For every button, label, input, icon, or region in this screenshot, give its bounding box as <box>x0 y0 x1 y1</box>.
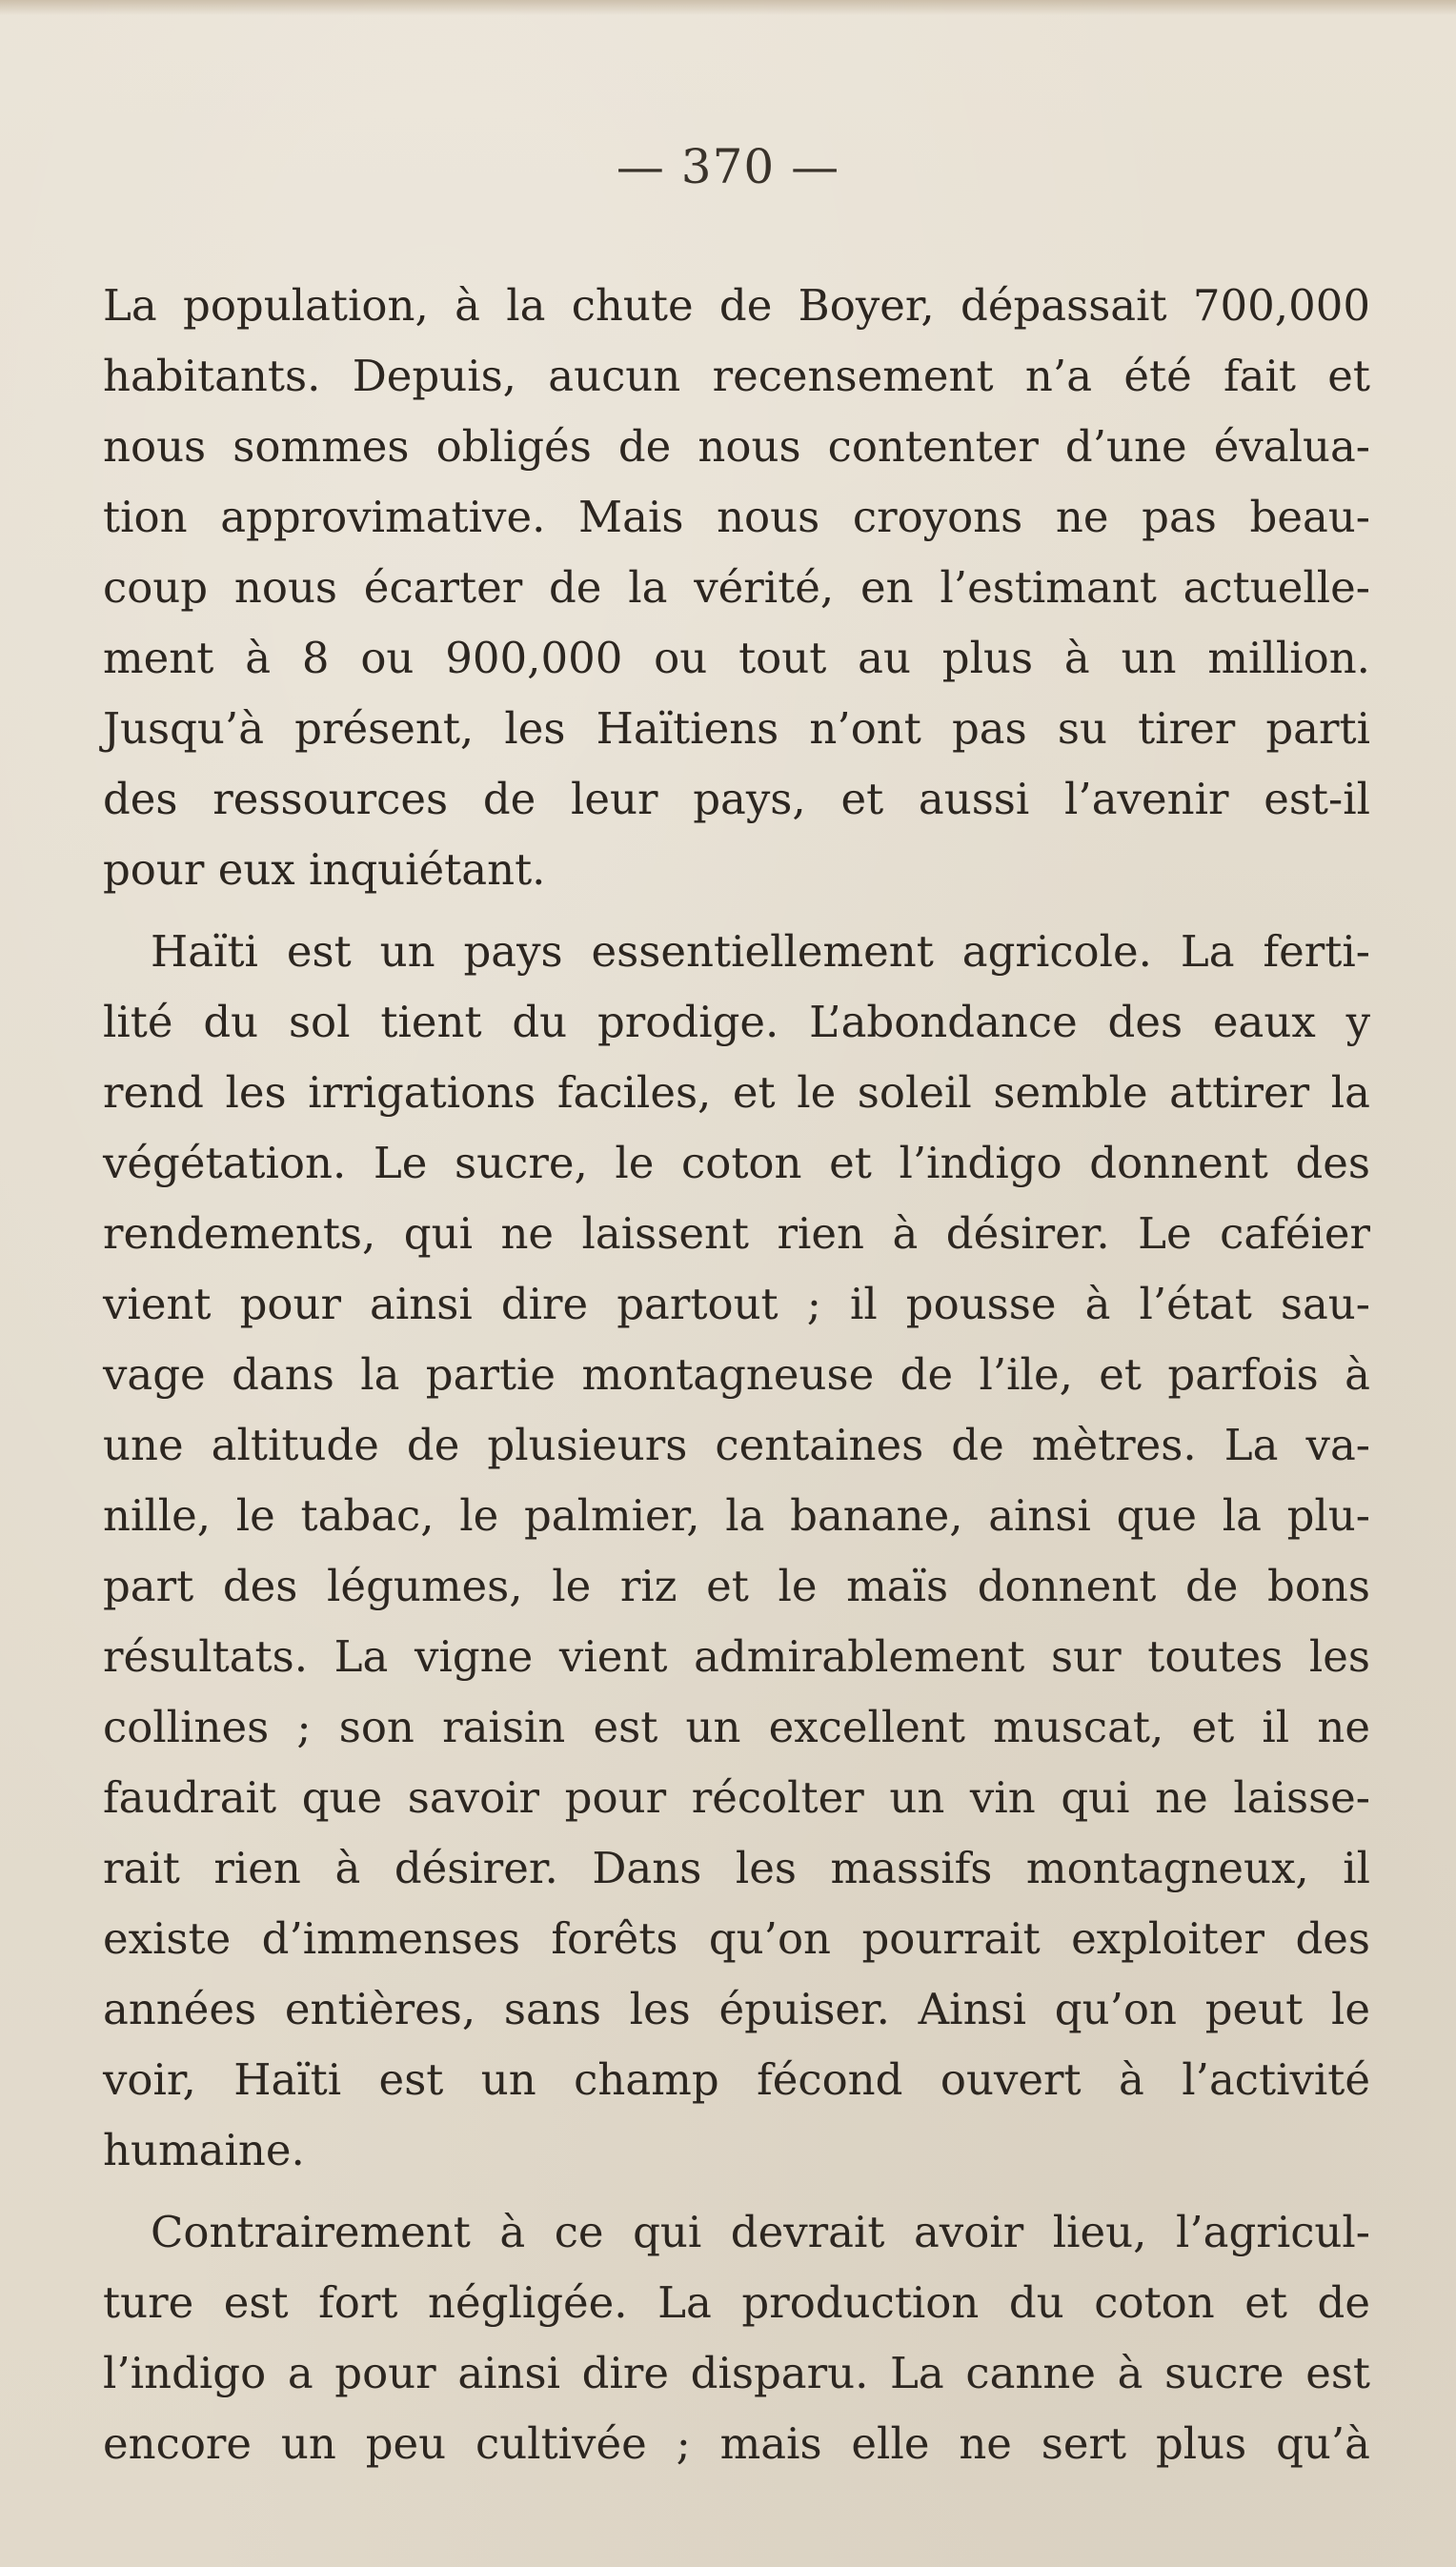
text-line: humaine. <box>103 2125 305 2175</box>
text-line: vage dans la partie montagneuse de l’ile, et parfois à <box>103 1349 1370 1400</box>
text-line: faudrait que savoir pour récolter un vin qui ne laisse- <box>103 1772 1370 1823</box>
text-line: nille, le tabac, le palmier, la banane, ainsi que la plu- <box>103 1490 1370 1541</box>
text-line: coup nous écarter de la vérité, en l’estimant actuelle- <box>103 562 1370 613</box>
text-line: vient pour ainsi dire partout ; il pousse à l’état sau- <box>103 1279 1370 1329</box>
text-line: une altitude de plusieurs centaines de mètres. La va- <box>103 1420 1370 1470</box>
text-line: rend les irrigations faciles, et le soleil semble attirer la <box>103 1067 1370 1118</box>
text-line: végétation. Le sucre, le coton et l’indigo donnent des <box>103 1138 1370 1188</box>
text-line: Contrairement à ce qui devrait avoir lieu, l’agricul- <box>151 2207 1370 2257</box>
text-line: existe d’immenses forêts qu’on pourrait exploiter des <box>103 1913 1370 1964</box>
text-line: encore un peu cultivée ; mais elle ne sert plus qu’à <box>103 2418 1370 2469</box>
body-text <box>103 271 1370 2491</box>
text-line: tion approvimative. Mais nous croyons ne pas beau- <box>103 492 1370 542</box>
text-line: ture est fort négligée. La production du coton et de <box>103 2277 1370 2328</box>
text-line: lité du sol tient du prodige. L’abondance des eaux y <box>103 997 1370 1047</box>
text-line: voir, Haïti est un champ fécond ouvert à l’activité <box>103 2054 1370 2105</box>
text-line: Haïti est un pays essentiellement agricole. La ferti- <box>151 926 1370 977</box>
text-line: rait rien à désirer. Dans les massifs montagneux, il <box>103 1843 1370 1893</box>
paragraph-agriculture <box>103 917 1370 2186</box>
text-line: des ressources de leur pays, et aussi l’avenir est-il <box>103 774 1370 824</box>
text-line: habitants. Depuis, aucun recensement n’a été fait et <box>103 351 1370 401</box>
text-line: La population, à la chute de Boyer, dépassait 700,000 <box>103 280 1370 331</box>
page-number: — 370 — <box>616 139 840 194</box>
paragraph-population <box>103 271 1370 905</box>
text-line: résultats. La vigne vient admirablement sur toutes les <box>103 1631 1370 1682</box>
text-line: pour eux inquiétant. <box>103 844 546 895</box>
text-line: rendements, qui ne laissent rien à désirer. Le caféier <box>103 1208 1370 1259</box>
text-line: l’indigo a pour ainsi dire disparu. La canne à sucre est <box>103 2348 1370 2398</box>
text-line: ment à 8 ou 900,000 ou tout au plus à un million. <box>103 633 1370 683</box>
text-line: années entières, sans les épuiser. Ainsi qu’on peut le <box>103 1984 1370 2034</box>
paragraph-neglect <box>103 2197 1370 2479</box>
text-line: Jusqu’à présent, les Haïtiens n’ont pas su tirer parti <box>103 703 1370 754</box>
text-line: part des légumes, le riz et le maïs donnent de bons <box>103 1561 1370 1611</box>
text-line: nous sommes obligés de nous contenter d’une évalua- <box>103 421 1370 472</box>
text-line: collines ; son raisin est un excellent muscat, et il ne <box>103 1702 1370 1752</box>
